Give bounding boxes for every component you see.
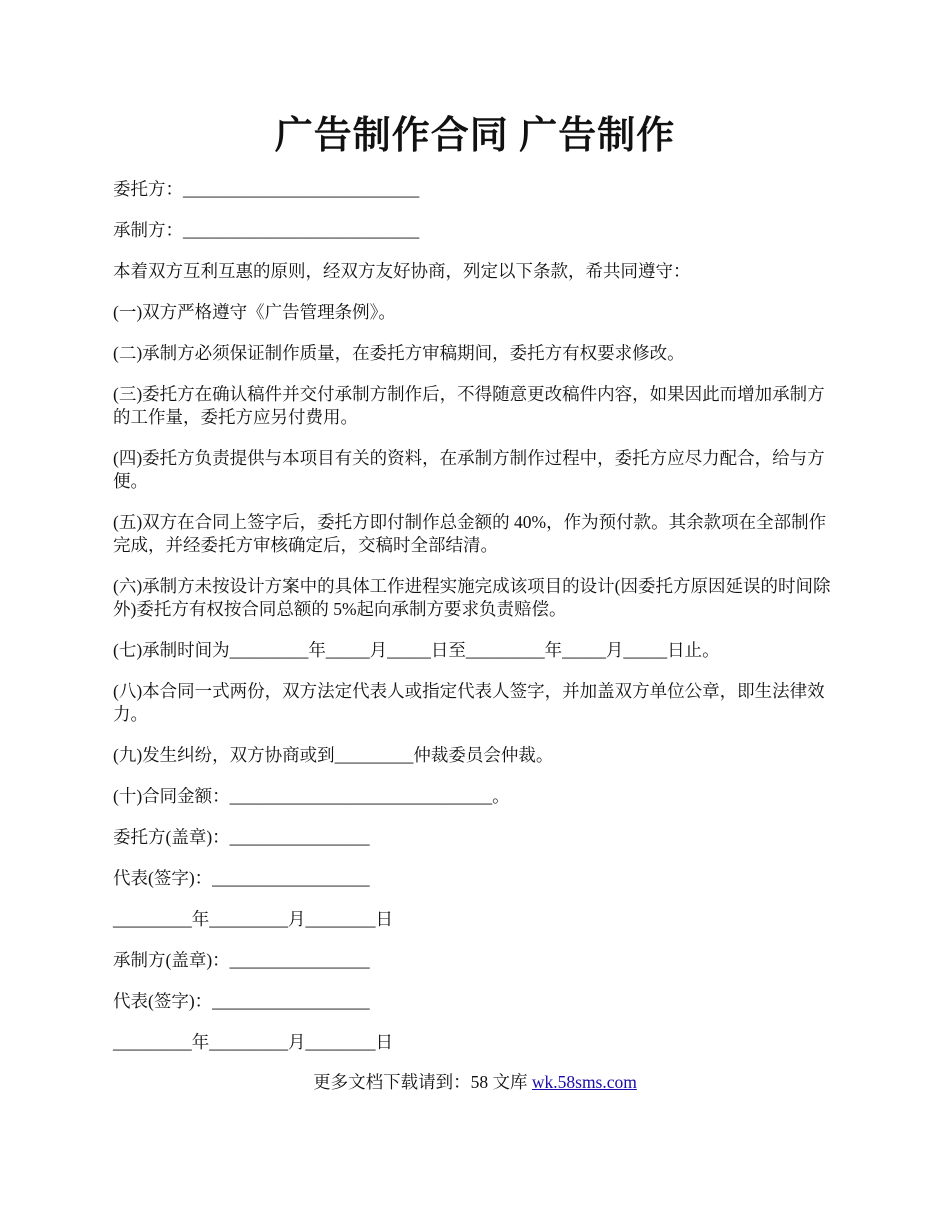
clause-7: (七)承制时间为_________年_____月_____日至_________年_____月_____日止。 bbox=[113, 640, 720, 660]
clause-1: (一)双方严格遵守《广告管理条例》。 bbox=[113, 302, 396, 322]
signature-entrusting-date: _________年_________月________日 bbox=[113, 909, 393, 929]
clause-3: (三)委托方在确认稿件并交付承制方制作后，不得随意更改稿件内容，如果因此而增加承制方的工作量，委托方应另付费用。 bbox=[113, 384, 825, 427]
footer-text: 更多文档下载请到：58 文库 bbox=[313, 1072, 532, 1092]
party-entrusting: 委托方：___________________________ bbox=[113, 179, 420, 199]
document-title: 广告制作合同 广告制作 bbox=[274, 115, 676, 157]
signature-producer-seal: 承制方(盖章)：________________ bbox=[113, 950, 370, 970]
clause-8: (八)本合同一式两份，双方法定代表人或指定代表人签字，并加盖双方单位公章，即生法律效力。 bbox=[113, 681, 825, 724]
clause-10: (十)合同金额：______________________________。 bbox=[113, 786, 510, 806]
clause-5: (五)双方在合同上签字后，委托方即付制作总金额的 40%，作为预付款。其余款项在全部制作完成，并经委托方审核确定后，交稿时全部结清。 bbox=[113, 512, 827, 555]
document-body bbox=[113, 178, 839, 1072]
clause-2: (二)承制方必须保证制作质量，在委托方审稿期间，委托方有权要求修改。 bbox=[113, 343, 685, 363]
signature-entrusting-rep: 代表(签字)：__________________ bbox=[113, 868, 370, 888]
footer-link[interactable]: wk.58sms.com bbox=[531, 1072, 637, 1092]
signature-entrusting-seal: 委托方(盖章)：________________ bbox=[113, 827, 370, 847]
signature-producer-rep: 代表(签字)：__________________ bbox=[113, 991, 370, 1011]
signature-producer-date: _________年_________月________日 bbox=[113, 1032, 393, 1052]
party-producer: 承制方：___________________________ bbox=[113, 220, 420, 240]
preamble: 本着双方互利互惠的原则，经双方友好协商，列定以下条款，希共同遵守： bbox=[113, 261, 691, 281]
clause-6: (六)承制方未按设计方案中的具体工作进程实施完成该项目的设计(因委托方原因延误的时间除外)委托方有权按合同总额的 5%起向承制方要求负责赔偿。 bbox=[113, 576, 831, 619]
footer bbox=[0, 1070, 950, 1094]
clause-9: (九)发生纠纷，双方协商或到_________仲裁委员会仲裁。 bbox=[113, 745, 554, 765]
clause-4: (四)委托方负责提供与本项目有关的资料，在承制方制作过程中，委托方应尽力配合，给与方便。 bbox=[113, 448, 825, 491]
